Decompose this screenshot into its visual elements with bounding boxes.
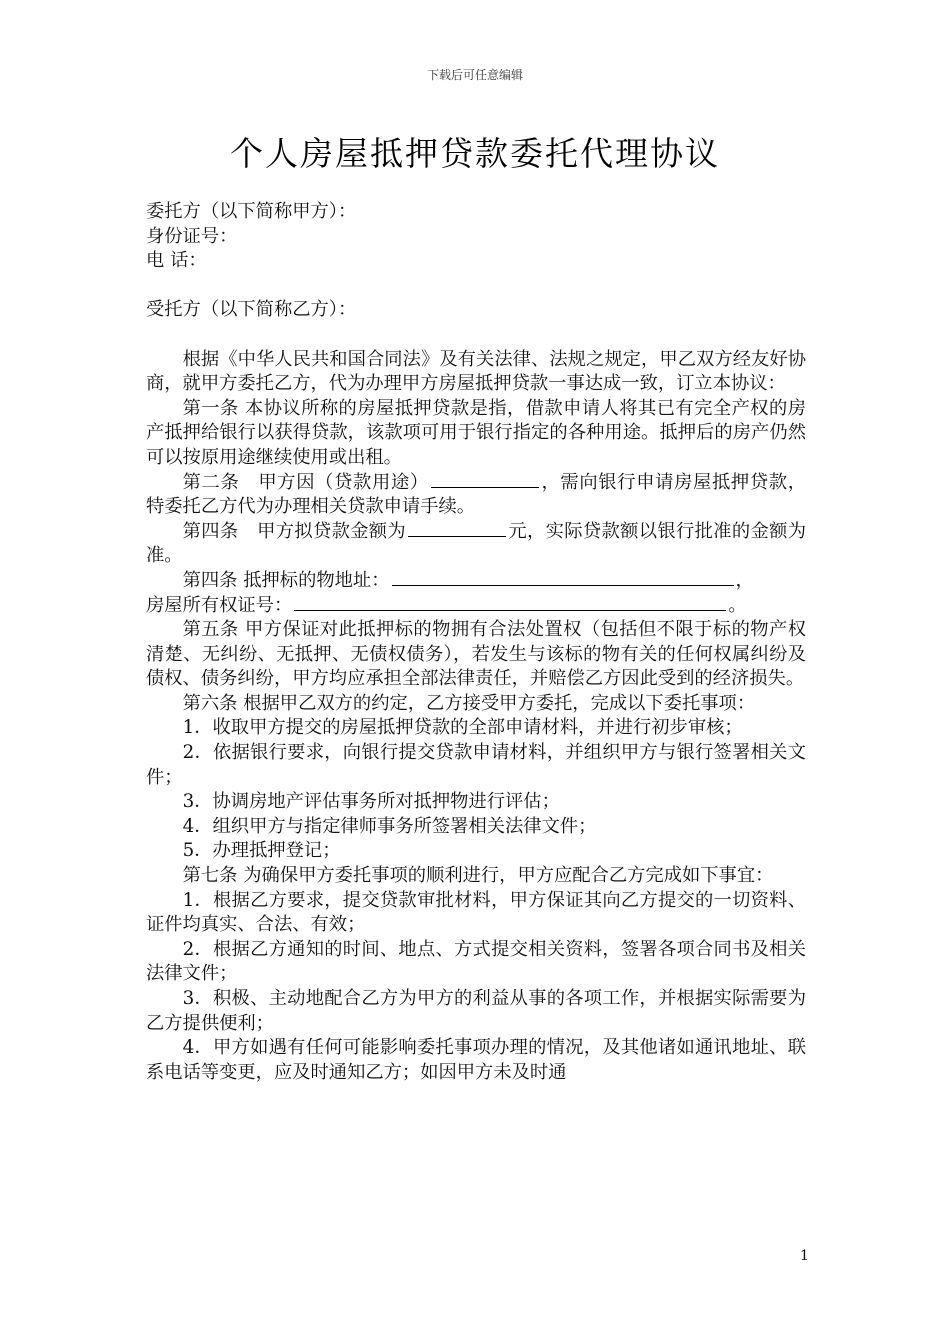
article-4b-text-a: 第四条 抵押标的物地址： xyxy=(182,569,390,591)
page-number: 1 xyxy=(800,1248,809,1264)
article-1: 第一条 本协议所称的房屋抵押贷款是指，借款申请人将其已有完全产权的房产抵押给银行以获得贷款，该款项可用于银行指定的各种用途。抵押后的房产仍然可以按原用途继续使用或出租。 xyxy=(146,397,806,468)
article-5: 第五条 甲方保证对此抵押标的物拥有合法处置权（包括但不限于标的物产权清楚、无纠纷、无抵押、无债权债务），若发生与该标的物有关的任何权属纠纷及债权、债务纠纷，甲方均应承担全部法律责任，并赔偿乙方因此受到的经济损失。 xyxy=(146,619,806,690)
article-7-item: 2．根据乙方通知的时间、地点、方式提交相关资料，签署各项合同书及相关法律文件； xyxy=(146,938,806,985)
article-6-item: 5．办理抵押登记； xyxy=(182,840,341,862)
spacer xyxy=(146,274,806,299)
header-note: 下载后可任意编辑 xyxy=(426,68,523,82)
collateral-address-blank[interactable] xyxy=(392,569,734,586)
article-2 xyxy=(146,471,806,520)
loan-purpose-blank[interactable] xyxy=(431,471,539,488)
ownership-cert-line xyxy=(146,594,806,619)
phone-line: 电 话： xyxy=(146,250,207,272)
article-4b-text-b: ， xyxy=(735,569,754,591)
agent-line: 受托方（以下简称乙方）： xyxy=(146,299,357,321)
article-2-text-b: ，需向银行申请房屋抵押贷款，特委托乙方代为办理相关贷款申请手续。 xyxy=(146,471,807,518)
loan-amount-blank[interactable] xyxy=(408,520,506,537)
document-body xyxy=(146,200,806,1085)
article-6-item: 4．组织甲方与指定律师事务所签署相关法律文件； xyxy=(182,815,597,837)
article-2-text-a: 第二条 甲方因（贷款用途） xyxy=(182,471,429,493)
article-4-address xyxy=(146,569,806,594)
article-4b-text-d: 。 xyxy=(728,594,747,616)
intro-paragraph: 根据《中华人民共和国合同法》及有关法律、法规之规定，甲乙双方经友好协商，就甲方委托乙方，代为办理甲方房屋抵押贷款一事达成一致，订立本协议： xyxy=(146,348,806,395)
article-6-item: 1．收取甲方提交的房屋抵押贷款的全部申请材料，并进行初步审核； xyxy=(182,717,743,739)
article-7-item: 4．甲方如遇有任何可能影响委托事项办理的情况，及其他诸如通讯地址、联系电话等变更，应及时通知乙方；如因甲方未及时通 xyxy=(146,1037,806,1083)
spacer xyxy=(146,323,806,348)
document-title: 个人房屋抵押贷款委托代理协议 xyxy=(230,134,720,173)
article-7-item: 3．积极、主动地配合乙方为甲方的利益从事的各项工作，并根据实际需要为乙方提供便利； xyxy=(146,988,806,1034)
article-4-amount xyxy=(146,520,806,569)
article-7: 第七条 为确保甲方委托事项的顺利进行，甲方应配合乙方完成如下事宜： xyxy=(182,865,774,887)
article-7-item: 1．根据乙方要求，提交贷款审批材料，甲方保证其向乙方提交的一切资料、证件均真实、合法、有效； xyxy=(146,889,806,936)
article-4b-text-c: 房屋所有权证号： xyxy=(146,594,293,616)
article-6-item: 2．依据银行要求，向银行提交贷款申请材料，并组织甲方与银行签署相关文件； xyxy=(146,742,806,788)
article-6: 第六条 根据甲乙双方的约定，乙方接受甲方委托，完成以下委托事项： xyxy=(182,692,756,714)
article-6-item: 3．协调房地产评估事务所对抵押物进行评估； xyxy=(182,791,560,813)
client-line: 委托方（以下简称甲方）： xyxy=(146,201,357,222)
id-number-line: 身份证号： xyxy=(146,225,238,247)
article-4a-text-a: 第四条 甲方拟贷款金额为 xyxy=(182,520,407,542)
article-4a-text-b: 元，实际贷款额以银行批准的金额为准。 xyxy=(146,520,807,567)
ownership-cert-blank[interactable] xyxy=(294,594,726,611)
